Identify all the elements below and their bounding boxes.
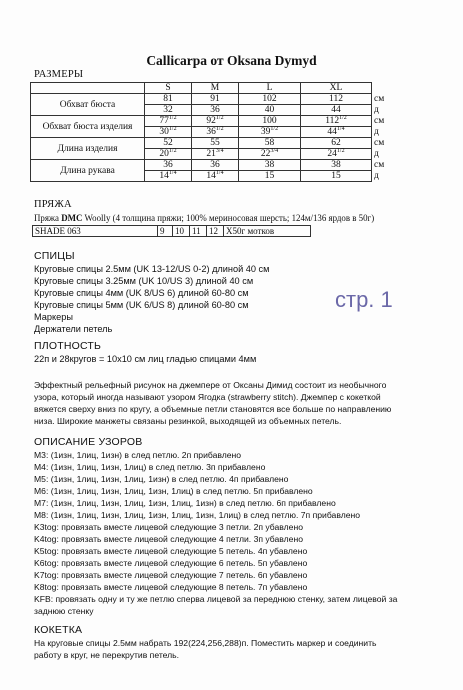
- cell: $14^{1/4}$: [192, 171, 239, 182]
- cell: $22^{3/4}$: [239, 149, 301, 160]
- cell: $24^{1/2}$: [301, 149, 372, 160]
- pattern-title: Callicarpa от Oksana Dymyd: [146, 53, 317, 68]
- cell: $44^{1/4}$: [301, 127, 372, 138]
- list-item: K5tog: провязать вместе лицевой следующие 5 петель. 4п убавлено: [34, 546, 308, 556]
- shade-value: 11: [190, 226, 207, 237]
- cell: $112^{1/2}$: [301, 116, 372, 127]
- unit: см: [374, 116, 385, 126]
- row-label: Длина рукава: [31, 160, 145, 182]
- cell: 36: [192, 160, 239, 171]
- cell: $20^{1/2}$: [145, 149, 192, 160]
- cell: 91: [192, 94, 239, 105]
- size-header: L: [239, 83, 301, 94]
- yoke-line: На круговые спицы 2.5мм набрать 192(224,256,288)п. Поместить маркер и соединить: [34, 638, 377, 648]
- unit: см: [374, 94, 385, 104]
- cell: 36: [192, 105, 239, 116]
- shade-value: 10: [173, 226, 190, 237]
- sizes-table: [30, 82, 396, 182]
- list-item: M3: (1изн, 1лиц, 1изн) в след петлю. 2п прибавлено: [34, 450, 242, 460]
- shade-unit: X50г мотков: [224, 226, 311, 237]
- cell: 15: [239, 171, 301, 182]
- list-item: KFB: провязать одну и ту же петлю сперва лицевой за переднюю стенку, затем лицевой за: [34, 594, 398, 604]
- list-item: заднюю стенку: [34, 606, 94, 616]
- list-item: M8: (1изн, 1лиц, 1изн, 1лиц, 1изн, 1лиц, 1изн, 1лиц) в след петлю. 7п прибавлено: [34, 510, 361, 520]
- cell: 38: [239, 160, 301, 171]
- cell: $21^{3/4}$: [192, 149, 239, 160]
- list-item: K6tog: провязать вместе лицевой следующие 6 петель. 5п убавлено: [34, 558, 308, 568]
- list-item: Круговые спицы 5мм (UK 6/US 8) длиной 60-80 см: [34, 300, 249, 310]
- needles-heading: СПИЦЫ: [34, 250, 75, 262]
- cell: 40: [239, 105, 301, 116]
- list-item: Круговые спицы 2.5мм (UK 13-12/US 0-2) длиной 40 см: [34, 264, 270, 274]
- cell: 55: [192, 138, 239, 149]
- list-item: K7tog: провязать вместе лицевой следующие 7 петель. 6п убавлено: [34, 570, 308, 580]
- table-row: [31, 116, 396, 127]
- cell: $14^{1/4}$: [145, 171, 192, 182]
- description-line: узора, который иногда называют узором Ягодка (strawberry stitch). Джемпер с кокеткой: [34, 392, 381, 402]
- abbreviations-heading: ОПИСАНИЕ УЗОРОВ: [34, 436, 143, 448]
- row-label: Обхват бюста изделия: [31, 116, 145, 138]
- cell: 58: [239, 138, 301, 149]
- table-row: [31, 94, 396, 105]
- size-header: S: [145, 83, 192, 94]
- unit: см: [374, 138, 385, 148]
- sizes-heading: РАЗМЕРЫ: [34, 69, 84, 80]
- cell: 44: [301, 105, 372, 116]
- shade-value: 12: [207, 226, 224, 237]
- list-item: M6: (1изн, 1лиц, 1изн, 1лиц, 1изн, 1лиц) в след петлю. 5п прибавлено: [34, 486, 313, 496]
- cell: 112: [301, 94, 372, 105]
- list-item: M7: (1изн, 1лиц, 1изн, 1лиц, 1изн, 1лиц, 1изн) в след петлю. 6п прибавлено: [34, 498, 336, 508]
- cell: $77^{1/2}$: [145, 116, 192, 127]
- yarn-heading: ПРЯЖА: [34, 199, 72, 210]
- cell: 102: [239, 94, 301, 105]
- list-item: K8tog: провязать вместе лицевой следующие 8 петель. 7п убавлено: [34, 582, 308, 592]
- list-item: M4: (1изн, 1лиц, 1изн, 1лиц) в след петлю. 3п прибавлено: [34, 462, 266, 472]
- cell: 32: [145, 105, 192, 116]
- list-item: M5: (1изн, 1лиц, 1изн, 1лиц, 1изн) в след петлю. 4п прибавлено: [34, 474, 289, 484]
- table-row: [31, 138, 396, 149]
- size-header: M: [192, 83, 239, 94]
- cell: 100: [239, 116, 301, 127]
- gauge-heading: ПЛОТНОСТЬ: [34, 340, 102, 352]
- unit: д: [374, 127, 379, 137]
- size-header: XL: [301, 83, 372, 94]
- shade-value: 9: [158, 226, 173, 237]
- gauge-text: 22п и 28кругов = 10х10 см лиц гладью спицами 4мм: [34, 354, 257, 364]
- yoke-line: работу в круг, не перекрутив петель.: [34, 650, 180, 660]
- description-line: низа. Широкие манжеты связаны резинкой, выходящей из объемных петель.: [34, 416, 342, 426]
- shade-table: [32, 225, 311, 237]
- cell: $92^{1/2}$: [192, 116, 239, 127]
- description-line: Эффектный рельефный рисунок на джемпере от Оксаны Димид состоит из необычного: [34, 380, 387, 390]
- cell: $36^{1/2}$: [192, 127, 239, 138]
- unit: д: [374, 149, 379, 159]
- cell: $30^{1/2}$: [145, 127, 192, 138]
- description-line: вяжется сверху вниз по кругу, а объемные петли становятся все больше по направлению: [34, 404, 392, 414]
- cell: 62: [301, 138, 372, 149]
- row-label: Длина изделия: [31, 138, 145, 160]
- cell: 81: [145, 94, 192, 105]
- list-item: Круговые спицы 4мм (UK 8/US 6) длиной 60-80 см: [34, 288, 249, 298]
- row-label: Обхват бюста: [31, 94, 145, 116]
- unit: см: [374, 160, 385, 170]
- yoke-heading: КОКЕТКА: [34, 624, 83, 636]
- unit: д: [374, 105, 379, 115]
- cell: 52: [145, 138, 192, 149]
- list-item: Круговые спицы 3.25мм (UK 10/US 3) длиной 40 см: [34, 276, 254, 286]
- cell: 15: [301, 171, 372, 182]
- cell: 38: [301, 160, 372, 171]
- list-item: K4tog: провязать вместе лицевой следующие 4 петли. 3п убавлено: [34, 534, 303, 544]
- sizes-header-row: [31, 83, 396, 94]
- list-item: Маркеры: [34, 312, 73, 322]
- shade-label: SHADE 063: [33, 226, 158, 237]
- cell: 36: [145, 160, 192, 171]
- cell: $39^{1/2}$: [239, 127, 301, 138]
- list-item: Держатели петель: [34, 324, 113, 334]
- table-row: [31, 160, 396, 171]
- yarn-line: Пряжа DMC Woolly (4 толщина пряжи; 100% мериносовая шерсть; 124м/136 ярдов в 50г): [34, 213, 375, 223]
- page-number: стр. 1: [335, 287, 393, 312]
- list-item: K3tog: провязать вместе лицевой следующие 3 петли. 2п убавлено: [34, 522, 303, 532]
- unit: д: [374, 171, 379, 181]
